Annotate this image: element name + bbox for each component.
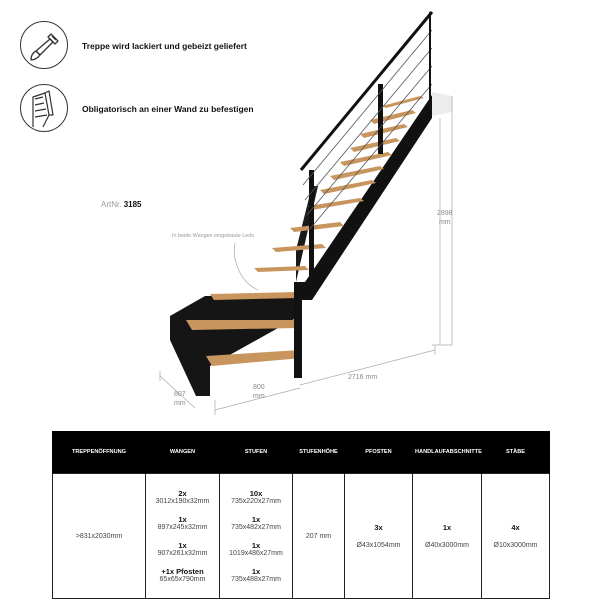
dimension-height: 2898 mm bbox=[437, 210, 453, 226]
header-stufenhoehe: STUFENHÖHE bbox=[293, 431, 345, 474]
cell-opening: >831x2030mm bbox=[53, 474, 146, 599]
header-staebe: STÄBE bbox=[482, 431, 550, 474]
header-treppenoeffnung: TREPPENÖFFNUNG bbox=[53, 431, 146, 474]
feature-text-lacquered: Treppe wird lackiert und gebeizt geliefert bbox=[82, 41, 247, 51]
winder-stringer bbox=[170, 295, 296, 396]
table-header-row bbox=[53, 431, 550, 474]
article-number: ArtNr. 3185 bbox=[101, 200, 142, 209]
post-bottom bbox=[294, 282, 302, 378]
dimension-depth: 807 mm bbox=[174, 391, 186, 407]
table-row bbox=[53, 474, 550, 599]
header-pfosten: PFOSTEN bbox=[345, 431, 413, 474]
cell-stufen: 10x 735x220x27mm 1x 735x482x27mm 1x 1019x486x27mm 1x 735x488x27mm bbox=[220, 474, 293, 599]
dimension-width: 800 mm bbox=[253, 384, 265, 400]
feature-text-wall-mount: Obligatorisch an einer Wand zu befestigen bbox=[82, 104, 254, 114]
led-note: In beide Wangen eingebaute Leds bbox=[172, 233, 254, 239]
cell-handlauf: 1x Ø40x3000mm bbox=[413, 474, 482, 599]
spec-table bbox=[52, 431, 550, 599]
cell-staebe: 4x Ø10x3000mm bbox=[482, 474, 550, 599]
header-handlaufabschnitte: HANDLAUFABSCHNITTE bbox=[413, 431, 482, 474]
outer-stringer bbox=[296, 95, 432, 300]
header-stufen: STUFEN bbox=[220, 431, 293, 474]
led-leader-line bbox=[234, 243, 258, 290]
dimension-length: 2716 mm bbox=[348, 374, 378, 381]
header-wangen: WANGEN bbox=[146, 431, 220, 474]
wall-segment bbox=[432, 92, 452, 116]
cell-stufenhoehe: 207 mm bbox=[293, 474, 345, 599]
cell-wangen: 2x 3012x190x32mm 1x 897x245x32mm 1x 907x261x32mm +1x Pfosten 65x65x790mm bbox=[146, 474, 220, 599]
cell-pfosten: 3x Ø43x1054mm bbox=[345, 474, 413, 599]
